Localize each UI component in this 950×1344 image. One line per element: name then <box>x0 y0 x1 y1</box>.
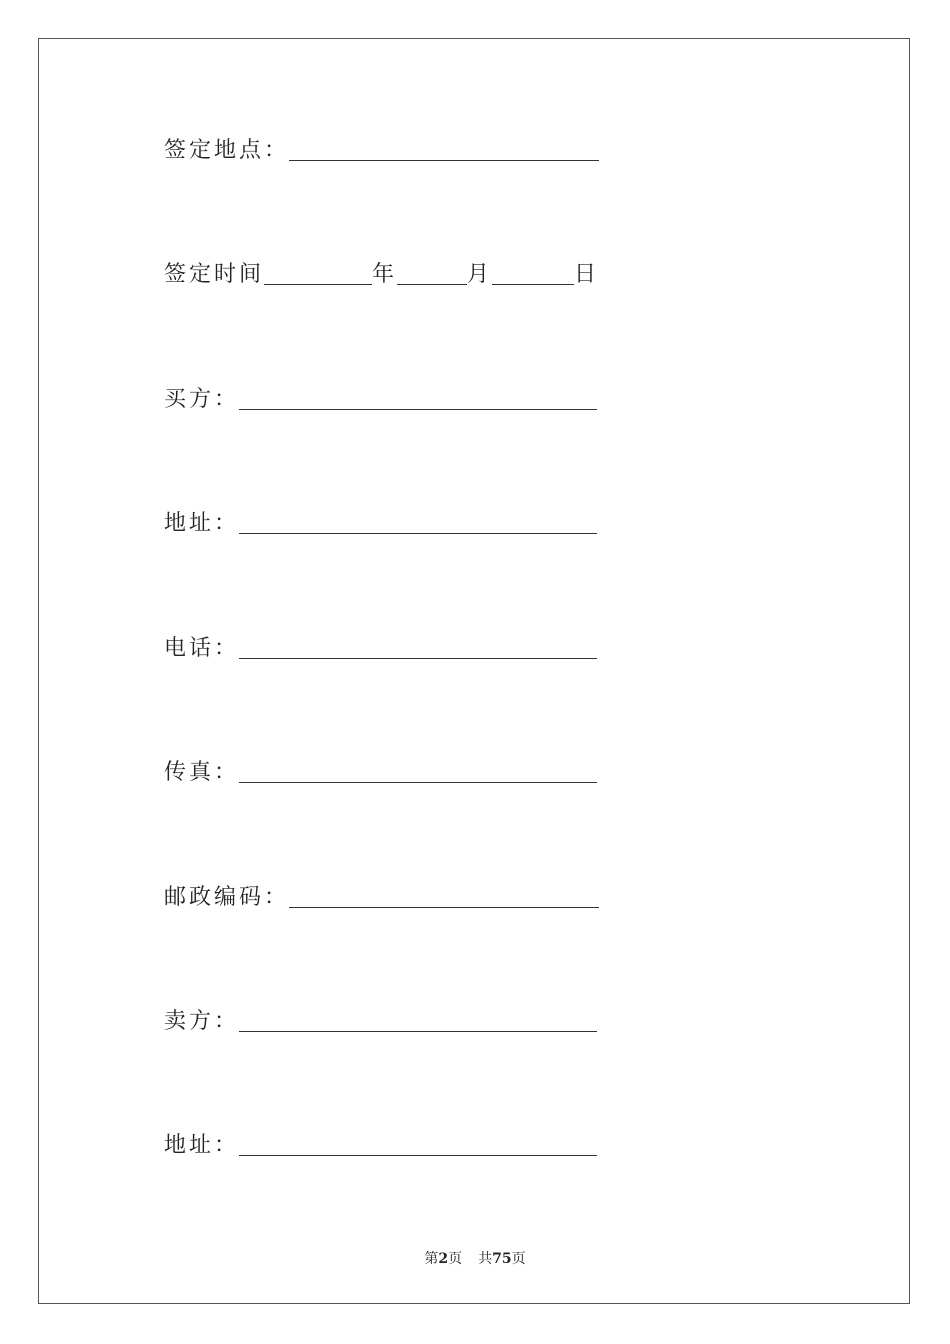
page-frame <box>38 38 910 1304</box>
postal-code-label: 邮政编码： <box>164 885 290 910</box>
phone-blank[interactable] <box>239 657 597 659</box>
phone-field <box>164 630 597 660</box>
seller-address-blank[interactable] <box>239 1154 597 1156</box>
fax-label: 传真： <box>164 760 240 785</box>
buyer-blank[interactable] <box>239 408 597 410</box>
page-prefix: 第 <box>424 1251 439 1267</box>
buyer-field <box>164 381 597 411</box>
total-suffix: 页 <box>511 1251 526 1267</box>
total-prefix: 共 <box>478 1251 493 1267</box>
year-label: 年 <box>372 262 398 287</box>
signing-place-label: 签定地点： <box>164 138 290 163</box>
signing-place-field <box>164 132 599 162</box>
seller-field <box>164 1003 597 1033</box>
page-footer <box>0 1248 950 1268</box>
seller-label: 卖方： <box>164 1009 240 1034</box>
page-number: 2 <box>438 1251 449 1267</box>
phone-label: 电话： <box>164 636 240 661</box>
fax-blank[interactable] <box>239 781 597 783</box>
buyer-address-blank[interactable] <box>239 532 597 534</box>
postal-code-field <box>164 879 599 909</box>
seller-address-field <box>164 1127 597 1157</box>
day-blank[interactable] <box>492 283 574 285</box>
buyer-address-label: 地址： <box>164 511 240 536</box>
seller-blank[interactable] <box>239 1030 597 1032</box>
day-label: 日 <box>574 262 600 287</box>
signing-time-label: 签定时间 <box>164 262 265 287</box>
signing-time-field <box>164 256 599 286</box>
total-pages: 75 <box>492 1251 512 1267</box>
year-blank[interactable] <box>264 283 372 285</box>
seller-address-label: 地址： <box>164 1133 240 1158</box>
buyer-label: 买方： <box>164 387 240 412</box>
month-blank[interactable] <box>397 283 467 285</box>
month-label: 月 <box>467 262 493 287</box>
page-suffix: 页 <box>448 1251 463 1267</box>
postal-code-blank[interactable] <box>289 906 599 908</box>
signing-place-blank[interactable] <box>289 159 599 161</box>
fax-field <box>164 754 597 784</box>
buyer-address-field <box>164 505 597 535</box>
